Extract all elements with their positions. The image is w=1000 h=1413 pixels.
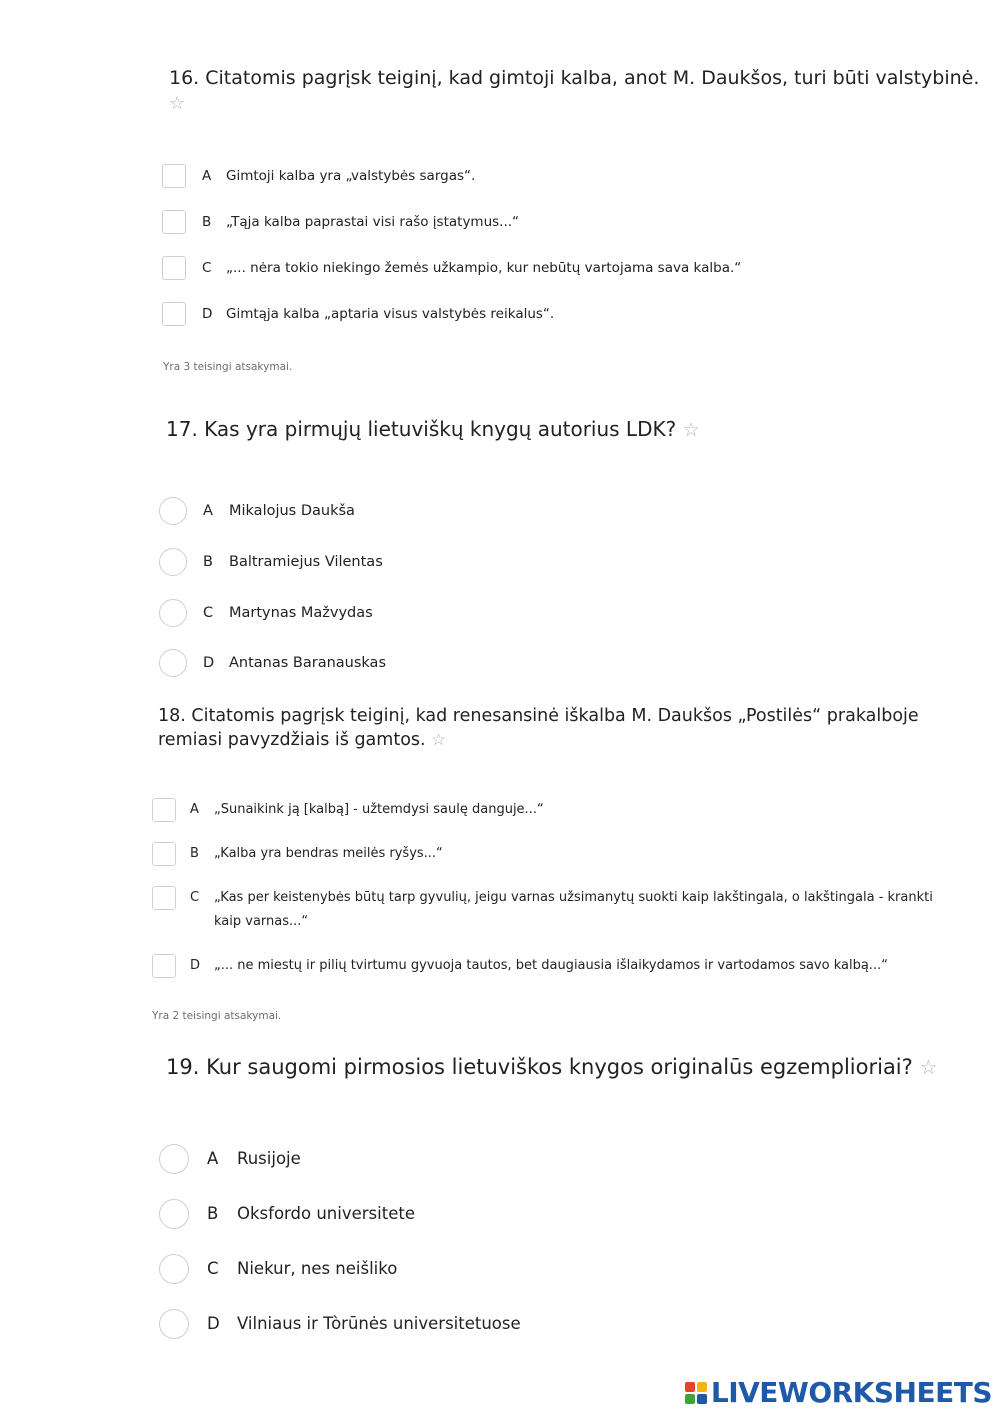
option-text: Niekur, nes neišliko	[237, 1259, 398, 1278]
q18-option-d[interactable]	[152, 954, 888, 978]
option-text: „... nėra tokio niekingo žemės užkampio, kur nebūtų vartojama sava kalba.“	[226, 260, 742, 276]
q18-option-c[interactable]	[152, 886, 952, 934]
checkbox[interactable]	[162, 210, 186, 234]
star-icon[interactable]: ☆	[919, 1055, 938, 1079]
q16-option-c[interactable]	[162, 256, 741, 280]
q16-option-a[interactable]	[162, 164, 475, 188]
option-text: Antanas Baranauskas	[229, 655, 387, 671]
q19-option-a[interactable]	[159, 1144, 301, 1174]
option-letter: C	[190, 890, 200, 905]
option-text: Gimtoji kalba yra „valstybės sargas“.	[226, 168, 476, 184]
radio-button[interactable]	[159, 1199, 189, 1229]
option-text: „Kas per keistenybės būtų tarp gyvulių, jeigu varnas užsimanytų suokti kaip lakštingala, o lakštingala - krankti kaip varnas...“	[214, 890, 933, 929]
star-icon[interactable]: ☆	[169, 92, 186, 114]
option-letter: D	[190, 958, 201, 973]
option-letter: A	[190, 802, 199, 817]
option-text: Baltramiejus Vilentas	[229, 554, 383, 570]
option-text: Rusijoje	[237, 1149, 301, 1168]
q18-option-a[interactable]	[152, 798, 544, 822]
q19-option-d[interactable]	[159, 1309, 521, 1339]
option-letter: B	[207, 1204, 219, 1223]
logo-text: LIVEWORKSHEETS	[710, 1376, 992, 1409]
q17-option-d[interactable]	[159, 649, 386, 677]
question-16-title: 16. Citatomis pagrįsk teiginį, kad gimtoji kalba, anot M. Daukšos, turi būti valstybinė. ☆	[169, 67, 980, 114]
logo-square	[697, 1394, 707, 1404]
option-text: „Kalba yra bendras meilės ryšys...“	[214, 846, 443, 861]
radio-button[interactable]	[159, 548, 187, 576]
radio-button[interactable]	[159, 649, 187, 677]
option-text: Gimtąja kalba „aptaria visus valstybės reikalus“.	[226, 306, 555, 322]
option-letter: C	[202, 260, 212, 276]
q19-option-c[interactable]	[159, 1254, 397, 1284]
radio-button[interactable]	[159, 497, 187, 525]
option-letter: A	[202, 168, 212, 184]
option-letter: B	[202, 214, 212, 230]
radio-button[interactable]	[159, 599, 187, 627]
option-letter: D	[202, 306, 213, 322]
checkbox[interactable]	[162, 164, 186, 188]
option-letter: B	[203, 554, 213, 570]
option-text: Mikalojus Daukša	[229, 503, 355, 519]
option-text: Oksfordo universitete	[237, 1204, 415, 1223]
q17-option-c[interactable]	[159, 599, 373, 627]
q18-hint: Yra 2 teisingi atsakymai.	[152, 1010, 282, 1022]
option-letter: A	[203, 503, 213, 519]
option-letter: B	[190, 846, 199, 861]
q18-option-b[interactable]	[152, 842, 443, 866]
q16-option-d[interactable]	[162, 302, 554, 326]
checkbox[interactable]	[162, 256, 186, 280]
option-text: „... ne miestų ir pilių tvirtumu gyvuoja tautos, bet daugiausia išlaikydamos ir vartodamos savo kalbą...“	[214, 958, 888, 973]
option-letter: D	[203, 655, 215, 671]
q16-hint: Yra 3 teisingi atsakymai.	[163, 361, 293, 373]
option-letter: C	[207, 1259, 219, 1278]
option-text: „Sunaikink ją [kalbą] - užtemdysi saulę danguje...“	[214, 802, 544, 817]
radio-button[interactable]	[159, 1309, 189, 1339]
q19-option-b[interactable]	[159, 1199, 415, 1229]
question-18-title: 18. Citatomis pagrįsk teiginį, kad renesansinė iškalba M. Daukšos „Postilės“ prakalboje remiasi pavyzdžiais iš gamtos. ☆	[158, 706, 919, 750]
option-text: „Tąja kalba paprastai visi rašo įstatymus...“	[226, 214, 520, 230]
q17-option-b[interactable]	[159, 548, 383, 576]
checkbox[interactable]	[152, 842, 176, 866]
liveworksheets-logo	[685, 1376, 992, 1409]
option-letter: D	[207, 1314, 220, 1333]
q17-option-a[interactable]	[159, 497, 355, 525]
logo-mark-icon	[685, 1382, 707, 1404]
star-icon[interactable]: ☆	[682, 419, 700, 441]
question-19-title: 19. Kur saugomi pirmosios lietuviškos knygos originalūs egzemplioriai? ☆	[166, 1055, 938, 1079]
checkbox[interactable]	[152, 886, 176, 910]
radio-button[interactable]	[159, 1144, 189, 1174]
checkbox[interactable]	[152, 954, 176, 978]
option-text: Vilniaus ir Tòrūnės universitetuose	[237, 1314, 521, 1333]
logo-square	[685, 1394, 695, 1404]
checkbox[interactable]	[162, 302, 186, 326]
checkbox[interactable]	[152, 798, 176, 822]
logo-square	[685, 1382, 695, 1392]
option-letter: C	[203, 605, 214, 621]
option-text: Martynas Mažvydas	[229, 605, 373, 621]
option-letter: A	[207, 1149, 219, 1168]
radio-button[interactable]	[159, 1254, 189, 1284]
question-17-title: 17. Kas yra pirmųjų lietuviškų knygų autorius LDK? ☆	[166, 417, 700, 441]
q16-option-b[interactable]	[162, 210, 519, 234]
logo-square	[697, 1382, 707, 1392]
star-icon[interactable]: ☆	[431, 730, 447, 749]
